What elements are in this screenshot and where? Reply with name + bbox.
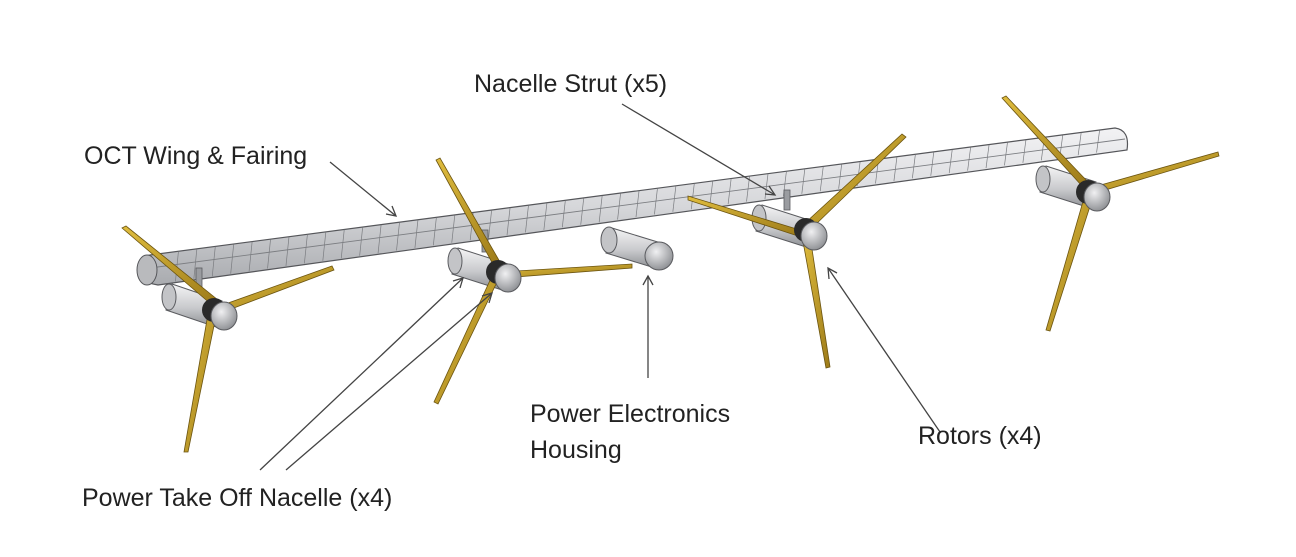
label-rotors: Rotors (x4) (918, 422, 1042, 450)
label-power-electronics-housing (530, 396, 730, 468)
leader-rotors (828, 268, 940, 432)
rotor-2-spinner (495, 264, 521, 292)
label-power-electronics-line2: Housing (530, 436, 622, 464)
rotor-3-blade-down (802, 236, 830, 368)
label-wing-fairing: OCT Wing & Fairing (84, 142, 308, 170)
rotor-3 (688, 134, 906, 368)
label-power-electronics-line1: Power Electronics (530, 400, 731, 428)
rotor-1-blade-down (184, 314, 216, 452)
rotor-4-blade-down (1046, 198, 1092, 331)
rotor-1-spinner (211, 302, 237, 330)
leader-pto-2 (286, 293, 492, 470)
leader-strut (622, 104, 775, 195)
rotor-4-blade-right (1090, 152, 1219, 194)
power-electronics-housing (601, 227, 673, 270)
rotor-3-spinner (801, 222, 827, 250)
label-nacelle-strut: Nacelle Strut (x5) (474, 70, 668, 98)
rotor-4-spinner (1084, 183, 1110, 211)
leader-wing (330, 162, 396, 216)
wing-end-cap (137, 255, 157, 285)
label-pto-nacelle: Power Take Off Nacelle (x4) (82, 484, 393, 512)
leader-pto-1 (260, 278, 463, 470)
rotor-2-blade-down (434, 276, 498, 404)
